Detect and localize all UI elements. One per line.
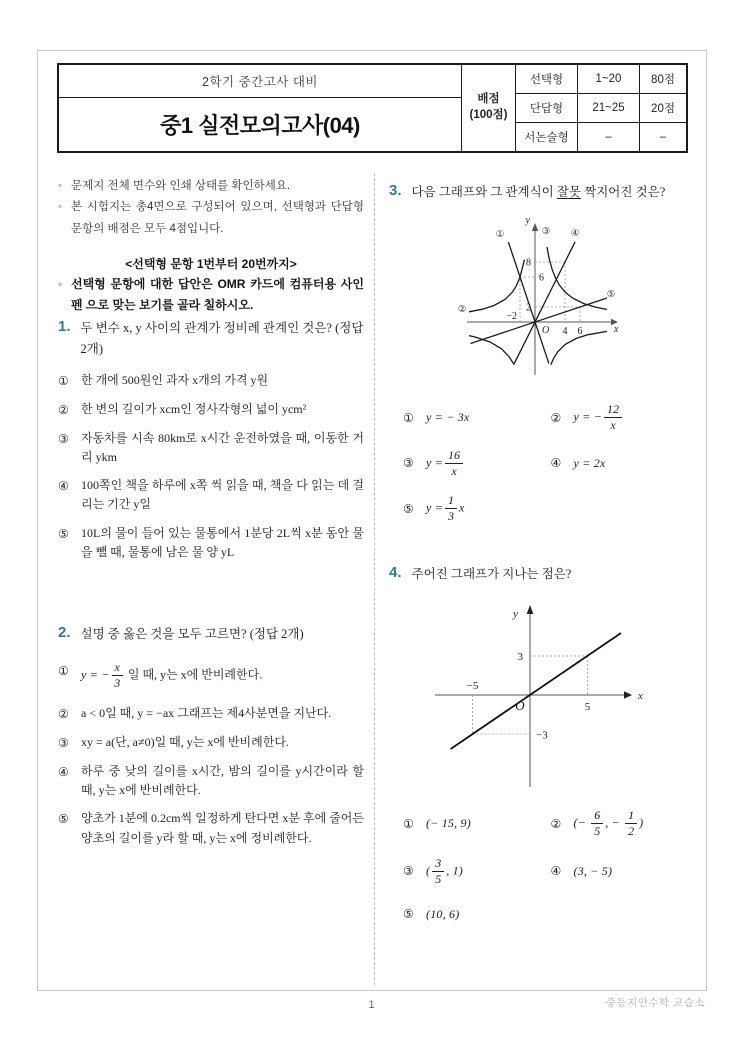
fraction [112, 661, 123, 690]
fraction-denominator: 2 [628, 824, 635, 839]
option-marker: ③ [58, 735, 69, 750]
fraction-numerator: 3 [432, 857, 444, 872]
math-post: , 1) [446, 863, 463, 878]
option-post: 일 때, y는 x에 반비례한다. [127, 667, 263, 682]
row-range: – [578, 123, 640, 151]
option [403, 857, 551, 886]
bullet-icon: ◦ [58, 180, 63, 192]
fraction-denominator: x [451, 463, 457, 478]
option [58, 371, 364, 391]
option [58, 733, 364, 753]
option-marker: ⑤ [403, 907, 414, 921]
option [403, 809, 551, 838]
section-note [58, 274, 364, 317]
stem-pre: 다음 그래프와 그 관계식이 [411, 185, 557, 199]
score-row [516, 65, 686, 94]
y-axis-label: y [525, 215, 530, 227]
option-marker: ① [403, 410, 414, 425]
option [58, 400, 364, 420]
question-number: 2. [58, 624, 71, 641]
fraction-numerator: 1 [625, 809, 637, 824]
column-divider [374, 173, 375, 985]
option-text: y = − 3x [426, 410, 470, 425]
math-pre: (− [573, 815, 590, 830]
score-rows [516, 65, 686, 151]
math-post: x [459, 500, 465, 515]
option-marker: ④ [550, 864, 562, 879]
option [403, 494, 551, 523]
option-marker: ② [58, 402, 69, 417]
option-text [426, 857, 463, 886]
row-type: 서논술형 [516, 123, 578, 151]
header-table [57, 63, 688, 153]
question-number: 4. [389, 564, 402, 581]
instruction-text: 본 시험지는 총4면으로 구성되어 있으며, 선택형과 단답형 문항의 배점은 모두 4점입니다. [71, 201, 364, 235]
option-text: a < 0일 때, y = −ax 그래프는 제4사분면을 지난다. [81, 705, 332, 720]
curve-label-2: ② [457, 304, 467, 316]
option-text: 양초가 1분에 0.2cm씩 일정하게 탄다면 x분 후에 줄어든 양초의 길이를 y라 할 때, y는 x에 정비례한다. [81, 811, 364, 845]
option-marker: ④ [58, 479, 69, 494]
option-marker: ③ [58, 431, 69, 446]
row-points: 20점 [651, 103, 675, 115]
left-column [58, 176, 364, 988]
fraction-numerator: 12 [604, 403, 622, 418]
question-1-head [58, 317, 364, 361]
header-title-cell [59, 65, 462, 151]
question-2-options [58, 661, 364, 848]
xtick-neg2: −2 [506, 311, 517, 323]
row-points: – [659, 131, 667, 143]
fraction-numerator: x [112, 661, 123, 676]
q4-figure [389, 597, 691, 797]
fraction-denominator: 3 [448, 509, 455, 524]
curve-4-line [514, 242, 576, 365]
q4-graph [405, 597, 675, 797]
option-marker: ① [58, 664, 69, 679]
row-range: 21~25 [578, 94, 640, 122]
option-text: y = 2x [573, 455, 606, 470]
math-pre: y = [426, 455, 444, 470]
stem-post: 짝지어진 것은? [581, 185, 666, 199]
x-axis-label: x [614, 324, 619, 336]
curve-label-1: ① [495, 229, 505, 241]
option-text: xy = a(단, a≠0)일 때, y는 x에 반비례한다. [81, 734, 289, 749]
option [403, 403, 551, 432]
option-text [574, 809, 644, 838]
q3-figure [389, 209, 691, 391]
curve-label-4: ④ [570, 228, 580, 240]
option [551, 449, 692, 478]
fraction [604, 403, 622, 432]
row-points: 80점 [651, 74, 675, 86]
math-pre: ( [426, 863, 431, 878]
option-marker: ④ [58, 765, 69, 779]
question-stem: 설명 중 옳은 것을 모두 고르면? (정답 2개) [80, 627, 304, 641]
question-1-options [58, 371, 364, 563]
xtick-4: 4 [562, 326, 568, 338]
score-row [516, 123, 686, 151]
question-stem [412, 181, 666, 203]
option-text [81, 661, 364, 690]
question-2-head [58, 623, 364, 645]
math-pre: y = − [81, 667, 110, 682]
brand-text: 중등지안수학 교습소 [605, 997, 705, 1009]
curve-label-5: ⑤ [606, 289, 616, 301]
fraction-numerator: 16 [445, 449, 463, 464]
question-2 [58, 623, 364, 857]
option-text: 하루 중 낮의 길이를 x시간, 밤의 길이를 y시간이라 할 때, y는 x에 반비례한다. [81, 764, 364, 798]
option-marker: ① [58, 373, 69, 388]
question-stem: 주어진 그래프가 지나는 점은? [411, 567, 572, 581]
option-text [574, 403, 625, 432]
x-axis-label: x [638, 690, 643, 703]
instruction-bullet [58, 176, 364, 197]
bullet-icon: ◦ [58, 201, 63, 214]
y-axis-arrow-icon [532, 223, 538, 231]
option-text: 한 개에 500원인 과자 x개의 가격 y원 [81, 372, 269, 387]
curve-2-branch-q2 [469, 260, 525, 312]
origin-label: O [515, 698, 525, 714]
option-marker: ② [550, 410, 562, 425]
math-mid: , − [605, 815, 624, 830]
option-text: 10L의 물이 들어 있는 물통에서 1분당 2L씩 x분 동안 물을 뺄 때, 물통에 남은 물 양 yL [81, 525, 364, 559]
fraction-denominator: 5 [435, 871, 442, 886]
row-range: 1~20 [578, 65, 640, 93]
fraction [445, 449, 463, 478]
origin-label: O [542, 325, 550, 337]
option-text [426, 449, 465, 478]
section-title: <선택형 문항 1번부터 20번까지> [125, 256, 297, 271]
question-number: 3. [389, 182, 402, 199]
y-axis-label: y [513, 608, 518, 621]
option-marker: ② [58, 706, 69, 721]
fraction [445, 494, 457, 523]
q3-graph [415, 209, 665, 391]
option-marker: ① [403, 816, 414, 831]
row-type: 단답형 [516, 94, 578, 122]
instructions [58, 176, 364, 240]
fraction-denominator: 3 [114, 676, 121, 691]
option-marker: ⑤ [58, 812, 69, 827]
option [551, 403, 692, 432]
fraction [432, 857, 444, 886]
fraction-numerator: 6 [591, 809, 603, 824]
math-pre: y = − [573, 409, 603, 424]
curve-label-3: ③ [541, 226, 551, 238]
score-header-cell [462, 65, 516, 151]
instruction-bullet [58, 197, 364, 240]
fraction-denominator: x [610, 418, 616, 433]
score-row [516, 94, 686, 123]
option [403, 904, 551, 924]
fraction [625, 809, 637, 838]
option-text: 한 변의 길이가 xcm인 정사각형의 넓이 ycm² [81, 401, 307, 416]
option [58, 524, 364, 562]
question-4 [389, 563, 691, 924]
option-marker: ③ [403, 864, 414, 879]
question-4-options [389, 809, 691, 924]
option-text: (10, 6) [426, 906, 460, 921]
question-3-options [389, 403, 691, 523]
ytick-8: 8 [526, 257, 531, 269]
question-stem: 두 변수 x, y 사이의 관계가 정비례 관계인 것은? (정답 2개) [80, 321, 364, 357]
ytick-6: 6 [539, 272, 544, 284]
question-4-head [389, 563, 691, 585]
question-number: 1. [58, 318, 71, 335]
math-post: ) [639, 815, 644, 830]
option-marker: ④ [550, 456, 562, 471]
fraction-numerator: 1 [445, 494, 457, 509]
exam-subtitle: 2학기 중간고사 대비 [59, 65, 461, 98]
x-axis-arrow-icon [624, 692, 632, 699]
fraction-denominator: 5 [594, 824, 601, 839]
xtick-6: 6 [577, 326, 583, 338]
curve-3-branch-q3 [469, 336, 513, 364]
math-pre: y = [426, 500, 444, 515]
option [551, 809, 692, 838]
option [58, 762, 364, 800]
option-marker: ⑤ [403, 501, 414, 516]
row-type: 선택형 [516, 65, 578, 93]
option [58, 809, 364, 847]
option [58, 704, 364, 724]
xtick-neg5: −5 [466, 680, 479, 693]
xtick-5: 5 [584, 701, 591, 714]
option [58, 661, 364, 690]
stem-underlined: 잘못 [556, 185, 581, 199]
ytick-2: 2 [526, 302, 531, 314]
option-marker: ⑤ [58, 526, 69, 541]
option-text [426, 494, 465, 523]
section-note-text: 선택형 문항에 대한 답안은 OMR 카드에 컴퓨터용 사인펜 으로 맞는 보기를 골라 칠하시오. [71, 276, 364, 313]
fraction [591, 809, 603, 838]
option [58, 429, 364, 467]
ytick-neg3: −3 [536, 729, 548, 742]
right-column [389, 176, 691, 988]
bullet-icon: ◦ [58, 276, 63, 291]
ytick-3: 3 [517, 651, 523, 664]
score-label: 배점 [477, 93, 500, 106]
page-number: 1 [368, 999, 375, 1011]
question-3-head [389, 181, 691, 203]
question-1 [58, 317, 364, 571]
option [58, 476, 364, 514]
instruction-text: 문제지 전체 면수와 인쇄 상태를 확인하세요. [71, 180, 291, 192]
option [551, 857, 692, 886]
option [403, 449, 551, 478]
option-marker: ② [550, 816, 562, 831]
y-axis-arrow-icon [527, 605, 534, 614]
option-text: 100쪽인 책을 하루에 x쪽 씩 읽을 때, 책을 다 읽는 데 걸리는 기간 y일 [81, 478, 364, 512]
option-marker: ③ [403, 456, 414, 471]
question-3 [389, 181, 691, 523]
option-text: 자동차를 시속 80km로 x시간 운전하였을 때, 이동한 거리 ykm [81, 430, 364, 465]
curve-3-branch-q1 [547, 247, 607, 310]
exam-title: 중1 실전모의고사(04) [160, 113, 360, 138]
score-total: (100점) [469, 109, 508, 121]
option-text: (3, − 5) [573, 863, 613, 878]
option-text: (− 15, 9) [426, 816, 471, 831]
sheet-border [37, 50, 707, 991]
